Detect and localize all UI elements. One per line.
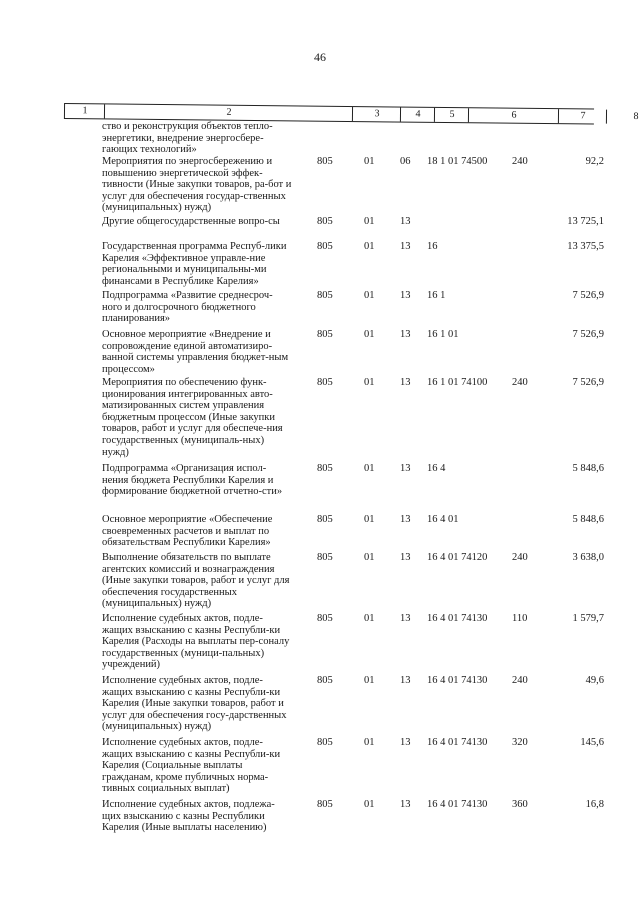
row-name: Основное мероприятие «Внедрение и сопровождение единой автоматизиро-ванной системы управления бюджет-ным процессом» [102, 329, 289, 375]
row-name: Подпрограмма «Развитие среднесроч-ного и долгосрочного бюджетного планирования» [102, 290, 273, 325]
row-section: 01 [364, 675, 375, 686]
row-admin: 805 [317, 675, 333, 686]
header-col-5: 5 [434, 108, 469, 122]
row-section: 01 [364, 799, 375, 810]
row-name: Мероприятия по энергосбережению и повышению энергетической эффек-тивности (Иные закупки товаров, ра-бот и услуг для обеспечения государ-ственных (муниципальных) нужд) [102, 156, 292, 214]
row-target: 16 4 01 74120 [427, 552, 488, 563]
row-name: Другие общегосударственные вопро-сы [102, 216, 280, 227]
row-subsection: 13 [400, 463, 411, 474]
row-admin: 805 [317, 613, 333, 624]
row-name: Подпрограмма «Организация испол-нения бюджета Республики Карелия и формирование бюджетной отчетно-сти» [102, 463, 283, 498]
row-section: 01 [364, 552, 375, 563]
row-target: 16 1 [427, 290, 446, 301]
row-vr: 360 [512, 799, 528, 810]
header-col-7: 7 [558, 109, 607, 124]
row-sum: 7 526,9 [572, 377, 604, 388]
header-col-6: 6 [468, 108, 559, 123]
header-col-2: 2 [104, 104, 353, 121]
row-name: Исполнение судебных актов, подле-жащих взысканию с казны Республи-ки Карелия (Социальные выплаты гражданам, кроме публичных норма-тивных социальных выплат) [102, 737, 281, 795]
row-subsection: 13 [400, 216, 411, 227]
row-section: 01 [364, 377, 375, 388]
row-sum: 13 725,1 [567, 216, 604, 227]
row-sum: 7 526,9 [572, 329, 604, 340]
row-name: Основное мероприятие «Обеспечение своевременных расчетов и выплат по обязательствам Республики Карелия» [102, 514, 273, 549]
row-target: 16 [427, 241, 438, 252]
row-vr: 240 [512, 552, 528, 563]
row-sum: 145,6 [580, 737, 604, 748]
row-target: 18 1 01 74500 [427, 156, 488, 167]
row-admin: 805 [317, 329, 333, 340]
row-target: 16 4 [427, 463, 446, 474]
row-sum: 16,8 [585, 799, 604, 810]
row-target: 16 1 01 [427, 329, 459, 340]
row-subsection: 13 [400, 329, 411, 340]
row-subsection: 13 [400, 675, 411, 686]
header-col-8: 8 [606, 110, 640, 125]
row-name: Исполнение судебных актов, подлежа-щих взысканию с казны Республики Карелия (Иные выплаты населению) [102, 799, 275, 834]
row-subsection: 06 [400, 156, 411, 167]
row-vr: 320 [512, 737, 528, 748]
row-admin: 805 [317, 514, 333, 525]
row-subsection: 13 [400, 290, 411, 301]
row-subsection: 13 [400, 514, 411, 525]
row-admin: 805 [317, 241, 333, 252]
row-section: 01 [364, 156, 375, 167]
row-admin: 805 [317, 216, 333, 227]
header-col-3: 3 [352, 107, 401, 122]
row-section: 01 [364, 613, 375, 624]
row-section: 01 [364, 329, 375, 340]
row-admin: 805 [317, 156, 333, 167]
row-sum: 5 848,6 [572, 514, 604, 525]
row-name: ство и реконструкция объектов тепло-энергетики, внедрение энергосбере-гающих технологий» [102, 121, 273, 156]
row-subsection: 13 [400, 377, 411, 388]
row-section: 01 [364, 241, 375, 252]
row-target: 16 1 01 74100 [427, 377, 488, 388]
row-target: 16 4 01 74130 [427, 613, 488, 624]
row-section: 01 [364, 290, 375, 301]
row-vr: 240 [512, 377, 528, 388]
row-admin: 805 [317, 799, 333, 810]
row-name: Исполнение судебных актов, подле-жащих взысканию с казны Республи-ки Карелия (Расходы на выплаты пер-соналу государственных (муници-пальных) учреждений) [102, 613, 290, 671]
row-target: 16 4 01 74130 [427, 737, 488, 748]
row-vr: 240 [512, 675, 528, 686]
row-admin: 805 [317, 552, 333, 563]
row-subsection: 13 [400, 799, 411, 810]
row-name: Исполнение судебных актов, подле-жащих взысканию с казны Республи-ки Карелия (Иные закупки товаров, работ и услуг для обеспечения госу-дарственных (муниципальных) нужд) [102, 675, 287, 733]
row-section: 01 [364, 463, 375, 474]
row-target: 16 4 01 [427, 514, 459, 525]
row-section: 01 [364, 216, 375, 227]
row-sum: 49,6 [585, 675, 604, 686]
row-target: 16 4 01 74130 [427, 675, 488, 686]
row-name: Выполнение обязательств по выплате агентских комиссий и вознаграждения (Иные закупки товаров, работ и услуг для обеспечения государственных (муниципальных) нужд) [102, 552, 290, 610]
row-subsection: 13 [400, 241, 411, 252]
row-target: 16 4 01 74130 [427, 799, 488, 810]
row-section: 01 [364, 514, 375, 525]
row-admin: 805 [317, 463, 333, 474]
row-sum: 7 526,9 [572, 290, 604, 301]
row-name: Государственная программа Респуб-лики Карелия «Эффективное управле-ние региональными и муниципальны-ми финансами в Республике Карелия» [102, 241, 287, 287]
row-sum: 1 579,7 [572, 613, 604, 624]
row-sum: 5 848,6 [572, 463, 604, 474]
row-sum: 3 638,0 [572, 552, 604, 563]
row-vr: 110 [512, 613, 528, 624]
row-admin: 805 [317, 737, 333, 748]
row-name: Мероприятия по обеспечению функ-ционирования интегрированных авто-матизированных систем управления бюджетным процессом (Иные закупки товаров, работ и услуг для обеспече-ния государственных (муниципаль-ных) нужд) [102, 377, 283, 458]
row-admin: 805 [317, 377, 333, 388]
row-section: 01 [364, 737, 375, 748]
header-col-1: 1 [64, 104, 105, 118]
page-number: 46 [314, 50, 326, 64]
header-col-4: 4 [400, 108, 435, 122]
row-vr: 240 [512, 156, 528, 167]
row-sum: 13 375,5 [567, 241, 604, 252]
row-subsection: 13 [400, 552, 411, 563]
row-subsection: 13 [400, 737, 411, 748]
row-sum: 92,2 [585, 156, 604, 167]
row-subsection: 13 [400, 613, 411, 624]
row-admin: 805 [317, 290, 333, 301]
